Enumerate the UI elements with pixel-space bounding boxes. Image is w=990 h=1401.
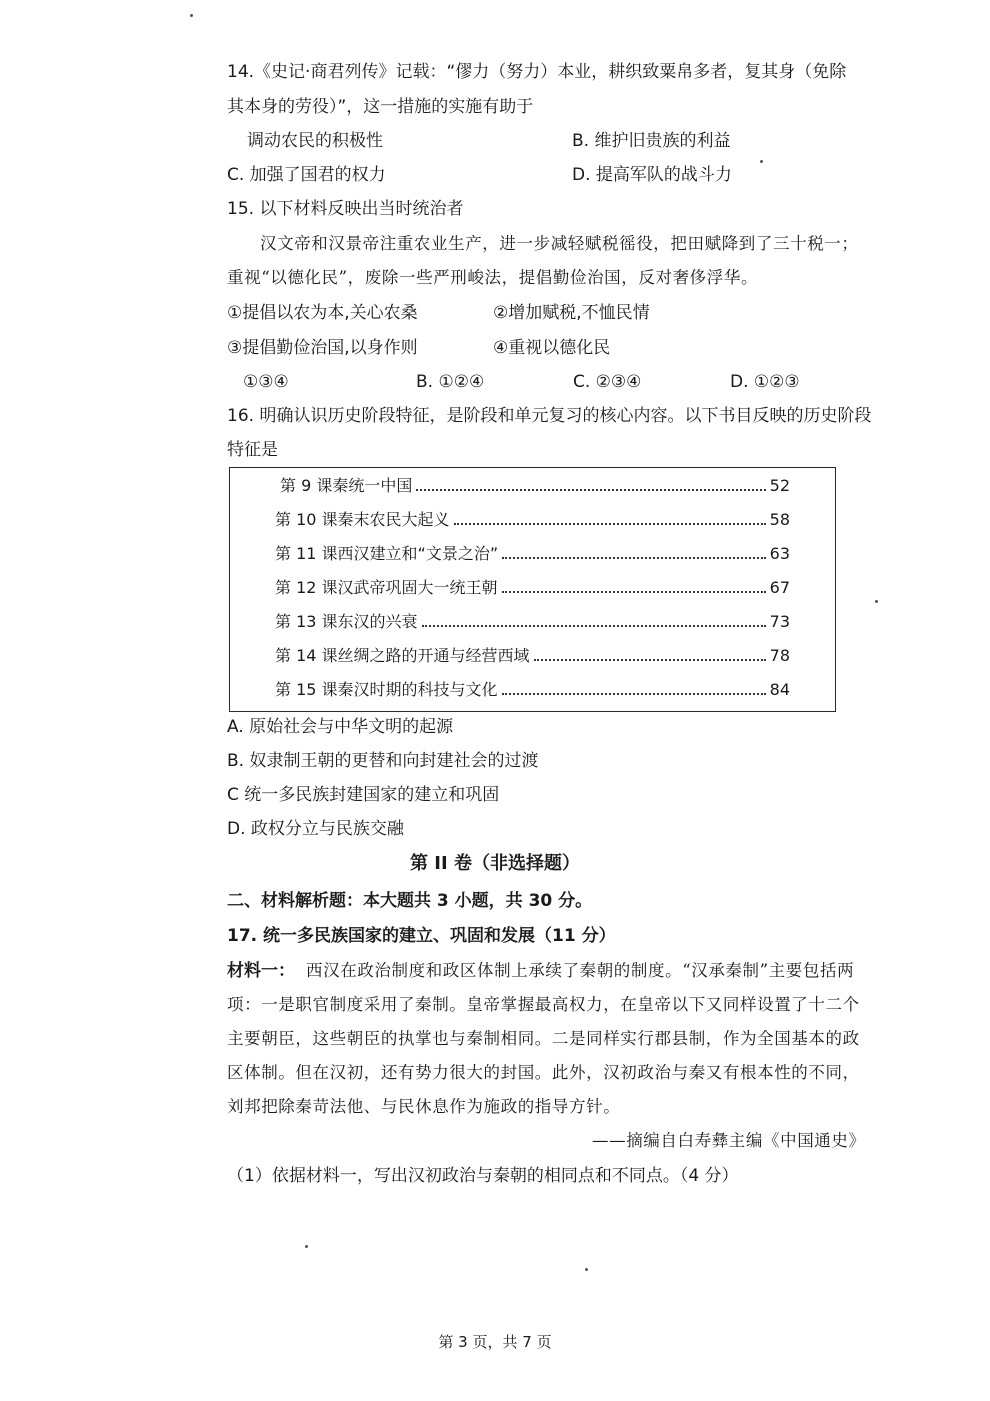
scan-speck xyxy=(585,1268,588,1271)
toc-row xyxy=(280,474,790,498)
toc-leader xyxy=(422,610,766,627)
q15-item-4: ④重视以德化民 xyxy=(493,338,611,358)
toc-leader xyxy=(416,474,765,491)
q15-material-line2: 重视“以德化民”，废除一些严刑峻法，提倡勤俭治国，反对奢侈浮华。 xyxy=(227,268,759,287)
toc-row xyxy=(275,644,790,668)
scan-speck xyxy=(190,14,193,17)
q14-stem-line2: 其本身的劳役）”，这一措施的实施有助于 xyxy=(227,97,534,117)
q15-stem: 15. 以下材料反映出当时统治者 xyxy=(227,199,464,219)
q17-material-line1: 西汉在政治制度和政区体制上承续了秦朝的制度。“汉承秦制”主要包括两 xyxy=(306,961,855,980)
q16-option-d: D. 政权分立与民族交融 xyxy=(227,819,404,839)
page-number-footer: 第 3 页，共 7 页 xyxy=(438,1333,552,1351)
q15-material-line1: 汉文帝和汉景帝注重农业生产，进一步减轻赋税徭役，把田赋降到了三十税一； xyxy=(260,234,859,253)
toc-title: 第 14 课丝绸之路的开通与经营西域 xyxy=(275,646,530,665)
toc-leader xyxy=(454,508,766,525)
table-of-contents-box xyxy=(229,467,836,712)
scan-speck xyxy=(875,600,878,603)
q17-material-line5: 刘邦把除秦苛法他、与民休息作为施政的指导方针。 xyxy=(227,1097,621,1116)
q15-option-b: B. ①②④ xyxy=(416,372,485,392)
q17-material-line2: 项：一是职官制度采用了秦制。皇帝掌握最高权力，在皇帝以下又同样设置了十二个 xyxy=(227,995,860,1014)
toc-page: 84 xyxy=(769,680,790,699)
q15-option-d: D. ①②③ xyxy=(730,372,800,392)
toc-row xyxy=(275,576,790,600)
part2-title: 第 II 卷（非选择题） xyxy=(410,853,580,874)
toc-title: 第 9 课秦统一中国 xyxy=(280,476,413,495)
q14-option-d: D. 提高军队的战斗力 xyxy=(572,165,732,185)
q15-item-1: ①提倡以农为本,关心农桑 xyxy=(227,303,418,323)
toc-title: 第 13 课东汉的兴衰 xyxy=(275,612,418,631)
toc-page: 78 xyxy=(769,646,790,665)
toc-page: 67 xyxy=(769,578,790,597)
q14-option-c: C. 加强了国君的权力 xyxy=(227,165,386,185)
q16-stem-line2: 特征是 xyxy=(227,440,278,460)
q15-option-a: ①③④ xyxy=(243,372,289,392)
q17-material-source: ——摘编自白寿彝主编《中国通史》 xyxy=(592,1131,866,1150)
q17-material-label: 材料一： xyxy=(227,961,295,981)
toc-leader xyxy=(502,678,766,695)
q17-subquestion-1: （1）依据材料一，写出汉初政治与秦朝的相同点和不同点。（4 分） xyxy=(227,1166,739,1186)
q16-option-a: A. 原始社会与中华文明的起源 xyxy=(227,717,454,737)
q16-option-c: C 统一多民族封建国家的建立和巩固 xyxy=(227,785,500,805)
toc-title: 第 12 课汉武帝巩固大一统王朝 xyxy=(275,578,498,597)
q15-option-c: C. ②③④ xyxy=(573,372,642,392)
q17-material-line4: 区体制。但在汉初，还有势力很大的封国。此外，汉初政治与秦又有根本性的不同， xyxy=(227,1063,860,1082)
toc-row xyxy=(275,678,790,702)
q14-option-b: B. 维护旧贵族的利益 xyxy=(572,131,731,151)
q17-stem: 17. 统一多民族国家的建立、巩固和发展（11 分） xyxy=(227,926,616,946)
q15-item-2: ②增加赋税,不恤民情 xyxy=(493,303,650,323)
toc-row xyxy=(275,508,790,532)
q16-stem-line1: 16. 明确认识历史阶段特征，是阶段和单元复习的核心内容。以下书目反映的历史阶段 xyxy=(227,406,872,426)
toc-page: 58 xyxy=(769,510,790,529)
q14-option-a: 调动农民的积极性 xyxy=(247,131,383,151)
toc-title: 第 10 课秦末农民大起义 xyxy=(275,510,450,529)
q17-material-line3: 主要朝臣，这些朝臣的执掌也与秦制相同。二是同样实行郡县制，作为全国基本的政 xyxy=(227,1029,860,1048)
scan-speck xyxy=(305,1245,308,1248)
toc-title: 第 15 课秦汉时期的科技与文化 xyxy=(275,680,498,699)
q16-option-b: B. 奴隶制王朝的更替和向封建社会的过渡 xyxy=(227,751,539,771)
toc-row xyxy=(275,542,790,566)
part2-section-heading: 二、材料解析题：本大题共 3 小题，共 30 分。 xyxy=(227,891,593,911)
q15-item-3: ③提倡勤俭治国,以身作则 xyxy=(227,338,418,358)
toc-page: 73 xyxy=(769,612,790,631)
q14-stem-line1: 14.《史记·商君列传》记载：“僇力（努力）本业，耕织致粟帛多者，复其身（免除 xyxy=(227,62,847,82)
toc-row xyxy=(275,610,790,634)
toc-page: 63 xyxy=(769,544,790,563)
toc-page: 52 xyxy=(769,476,790,495)
toc-leader xyxy=(502,542,766,559)
scan-speck xyxy=(760,160,763,163)
toc-leader xyxy=(502,576,766,593)
toc-title: 第 11 课西汉建立和“文景之治” xyxy=(275,544,499,563)
toc-leader xyxy=(534,644,766,661)
